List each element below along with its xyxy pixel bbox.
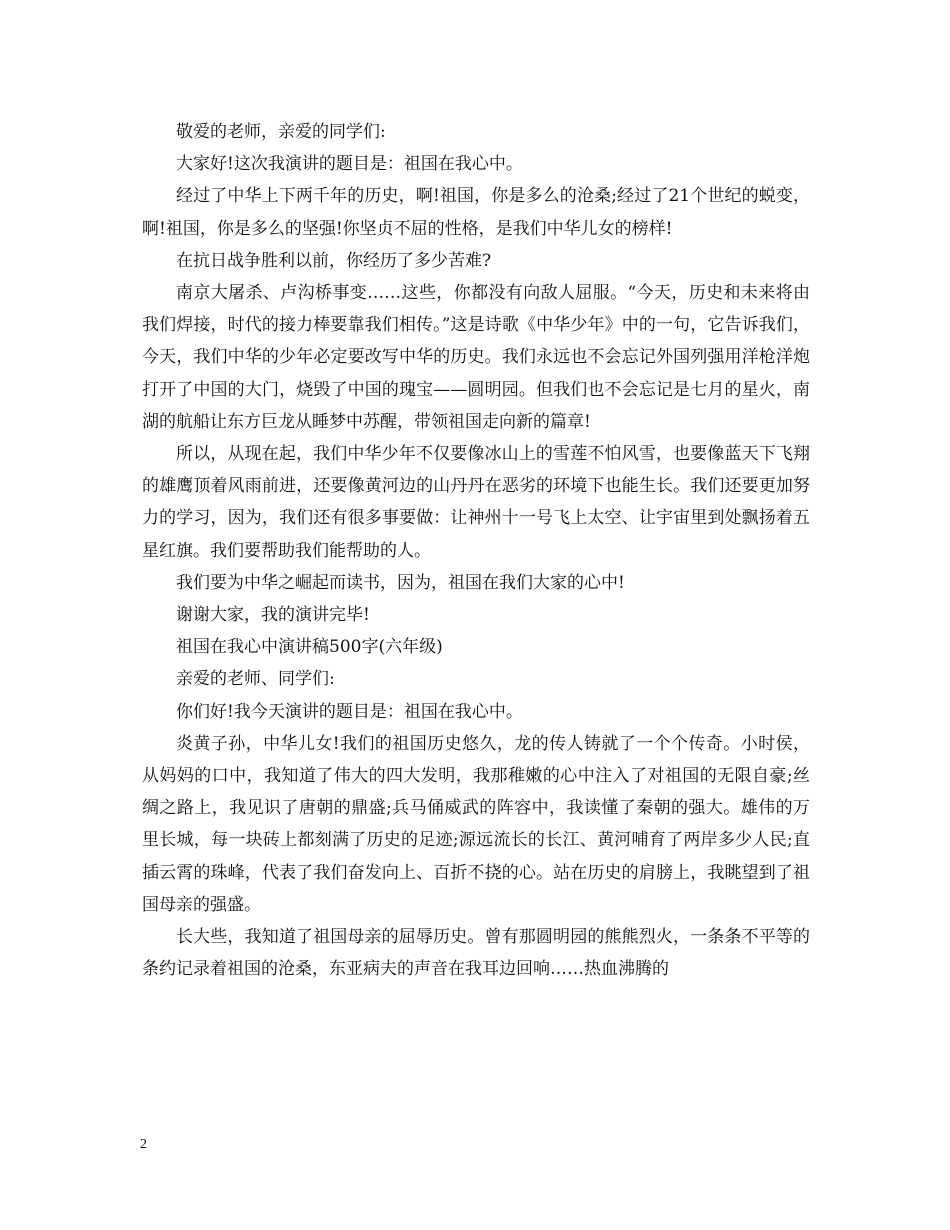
paragraph-greeting: 敬爱的老师，亲爱的同学们: xyxy=(176,122,386,142)
paragraph-youth: 所以，从现在起，我们中华少年不仅要像冰山上的雪莲不怕风雪，也要像蓝天下飞翔的雄鹰顶着风雨前进，还要像黄河边的山丹丹在恶劣的环境下也能生长。我们还要更加努力的学习，因为，我们还有很多事要做：让神州十一号飞上太空、让宇宙里到处飘扬着五星红旗。我们要帮助我们能帮助的人。 xyxy=(142,444,810,561)
document-body xyxy=(142,116,810,985)
paragraph-study: 我们要为中华之崛起而读书，因为，祖国在我们大家的心中! xyxy=(176,572,625,593)
paragraph-topic: 大家好!这次我演讲的题目是：祖国在我心中。 xyxy=(176,154,523,175)
paragraph-topic-2: 你们好!我今天演讲的题目是：祖国在我心中。 xyxy=(176,701,523,722)
page-number: 2 xyxy=(140,1137,147,1152)
paragraph-heritage: 炎黄子孙，中华儿女!我们的祖国历史悠久，龙的传人铸就了一个个传奇。小时侯，从妈妈的口中，我知道了伟大的四大发明，我那稚嫩的心中注入了对祖国的无限自豪;丝绸之路上，我见识了唐朝的鼎盛;兵马俑威武的阵容中，我读懂了秦朝的强大。雄伟的万里长城，每一块砖上都刻满了历史的足迹;源远流长的长江、黄河哺育了两岸多少人民;直插云霄的珠峰，代表了我们奋发向上、百折不挠的心。站在历史的肩膀上，我眺望到了祖国母亲的强盛。 xyxy=(142,733,810,915)
paragraph-subtitle: 祖国在我心中演讲稿500字(六年级) xyxy=(176,637,443,658)
paragraph-growing-up: 长大些，我知道了祖国母亲的屈辱历史。曾有那圆明园的熊熊烈火，一条条不平等的条约记录着祖国的沧桑，东亚病夫的声音在我耳边回响……热血沸腾的 xyxy=(142,927,810,980)
paragraph-greeting-2: 亲爱的老师、同学们: xyxy=(176,669,335,690)
paragraph-thanks: 谢谢大家，我的演讲完毕! xyxy=(176,605,370,626)
paragraph-nanjing: 南京大屠杀、卢沟桥事变……这些，你都没有向敌人屈服。“今天，历史和未来将由我们焊接，时代的接力棒要靠我们相传。”这是诗歌《中华少年》中的一句，它告诉我们，今天，我们中华的少年必定要改写中华的历史。我们永远也不会忘记外国列强用洋枪洋炮打开了中国的大门，烧毁了中国的瑰宝——圆明园。但我们也不会忘记是七月的星火，南湖的航船让东方巨龙从睡梦中苏醒，带领祖国走向新的篇章! xyxy=(142,283,810,432)
paragraph-hardship: 在抗日战争胜利以前，你经历了多少苦难? xyxy=(176,250,492,271)
paragraph-history: 经过了中华上下两千年的历史，啊!祖国，你是多么的沧桑;经过了21个世纪的蜕变，啊!祖国，你是多么的坚强!你坚贞不屈的性格，是我们中华儿女的榜样! xyxy=(142,186,810,239)
